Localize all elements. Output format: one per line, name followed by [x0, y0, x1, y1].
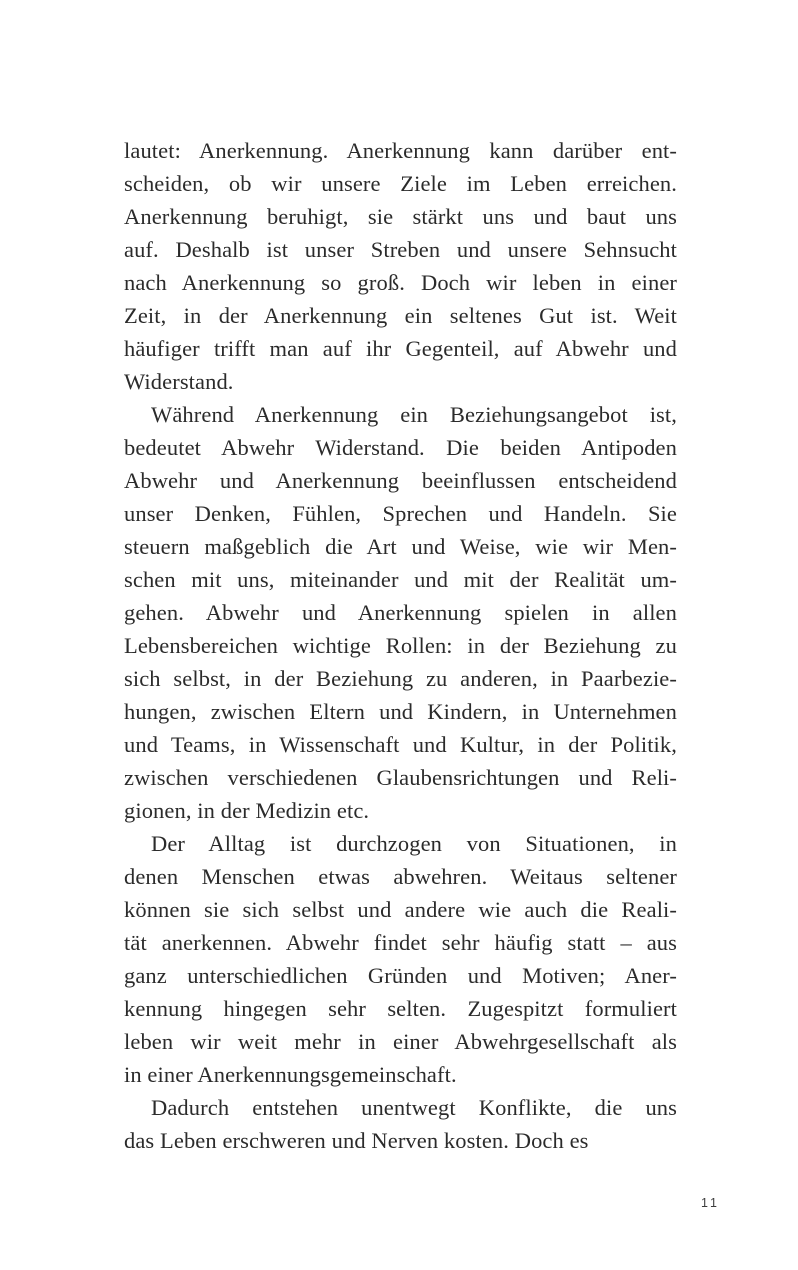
text-line: können sie sich selbst und andere wie auch die Reali- [124, 897, 677, 922]
text-line: Abwehr und Anerkennung beeinflussen entscheidend [124, 468, 677, 493]
text-line: nach Anerkennung so groß. Doch wir leben in einer [124, 270, 677, 295]
text-line: in einer Anerkennungsgemeinschaft. [124, 1062, 457, 1087]
text-line: und Teams, in Wissenschaft und Kultur, in der Politik, [124, 732, 677, 757]
paragraph [124, 1091, 677, 1157]
text-line: das Leben erschweren und Nerven kosten. Doch es [124, 1128, 589, 1153]
text-line: Dadurch entstehen unentwegt Konflikte, die uns [151, 1095, 677, 1120]
text-line: denen Menschen etwas abwehren. Weitaus seltener [124, 864, 677, 889]
text-line: Lebensbereichen wichtige Rollen: in der Beziehung zu [124, 633, 677, 658]
text-line: scheiden, ob wir unsere Ziele im Leben erreichen. [124, 171, 677, 196]
text-line: auf. Deshalb ist unser Streben und unsere Sehnsucht [124, 237, 677, 262]
text-line: tät anerkennen. Abwehr findet sehr häufig statt – aus [124, 930, 677, 955]
text-line: gehen. Abwehr und Anerkennung spielen in allen [124, 600, 677, 625]
text-line: Zeit, in der Anerkennung ein seltenes Gut ist. Weit [124, 303, 677, 328]
paragraph [124, 134, 677, 398]
text-line: gionen, in der Medizin etc. [124, 798, 370, 823]
text-line: häufiger trifft man auf ihr Gegenteil, auf Abwehr und [124, 336, 677, 361]
paragraph [124, 398, 677, 827]
text-line: unser Denken, Fühlen, Sprechen und Handeln. Sie [124, 501, 677, 526]
body-text [124, 134, 677, 1157]
text-line: sich selbst, in der Beziehung zu anderen, in Paarbezie- [124, 666, 677, 691]
text-line: lautet: Anerkennung. Anerkennung kann darüber ent- [124, 138, 677, 163]
text-line: ganz unterschiedlichen Gründen und Motiven; Aner- [124, 963, 677, 988]
text-line: hungen, zwischen Eltern und Kindern, in Unternehmen [124, 699, 677, 724]
text-line: Während Anerkennung ein Beziehungsangebot ist, [151, 402, 677, 427]
text-line: steuern maßgeblich die Art und Weise, wie wir Men- [124, 534, 677, 559]
paragraph [124, 827, 677, 1091]
text-line: Anerkennung beruhigt, sie stärkt uns und baut uns [124, 204, 677, 229]
text-line: Widerstand. [124, 369, 234, 394]
text-line: kennung hingegen sehr selten. Zugespitzt formuliert [124, 996, 677, 1021]
page-number: 11 [701, 1196, 720, 1210]
text-line: schen mit uns, miteinander und mit der Realität um- [124, 567, 677, 592]
text-line: bedeutet Abwehr Widerstand. Die beiden Antipoden [124, 435, 677, 460]
text-line: zwischen verschiedenen Glaubensrichtungen und Reli- [124, 765, 677, 790]
text-line: Der Alltag ist durchzogen von Situationen, in [151, 831, 677, 856]
text-line: leben wir weit mehr in einer Abwehrgesellschaft als [124, 1029, 677, 1054]
